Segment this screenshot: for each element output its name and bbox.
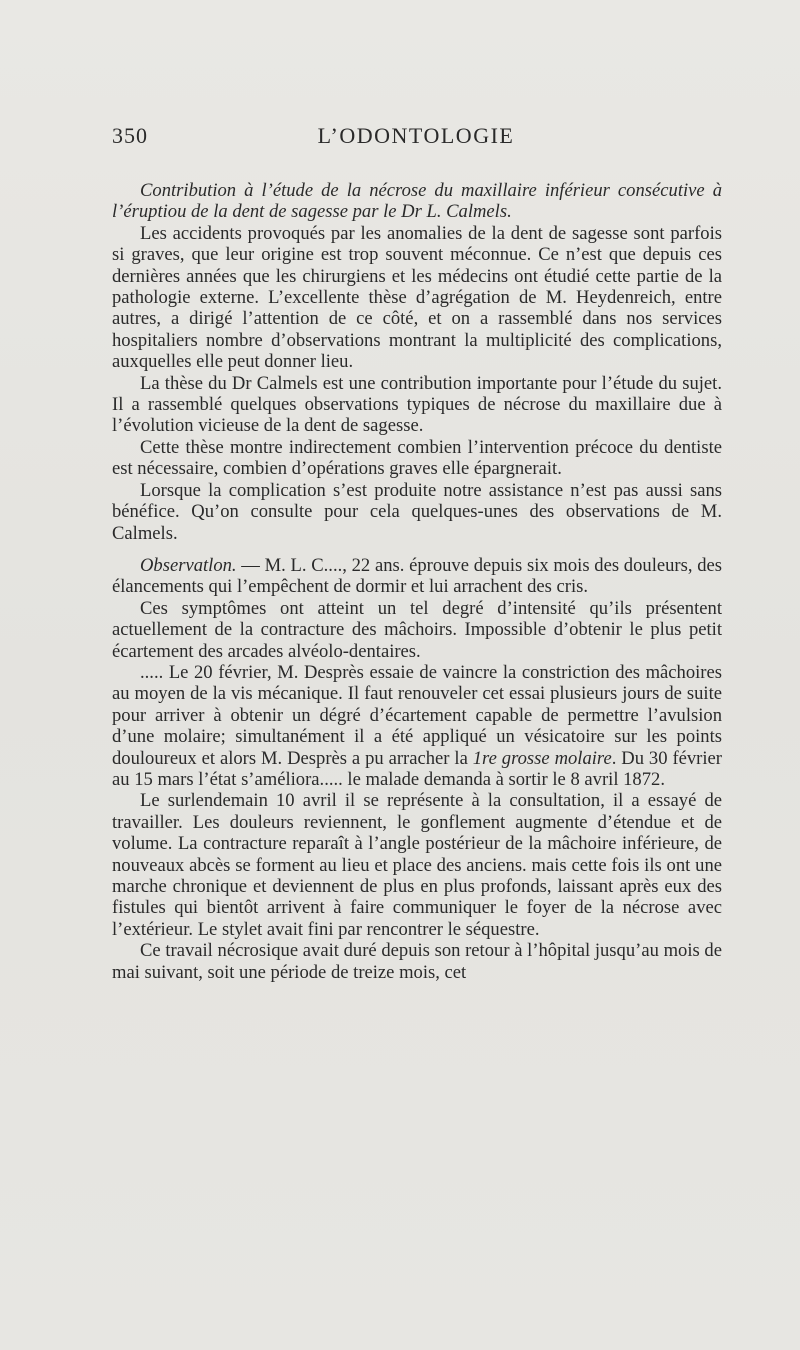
article-body	[112, 180, 722, 983]
article-title: Contribution à l’étude de la nécrose du maxillaire inférieur consécutive à l’éruptiou de la dent de sagesse par le Dr L. Calmels.	[112, 180, 722, 223]
emphasis: grosse molaire	[501, 747, 612, 769]
paragraph: Ces symptômes ont atteint un tel degré d’intensité qu’ils présentent actuellement de la contracture des mâchoirs. Impossible d’obtenir le plus petit écartement des arcades alvéolo-dentaires.	[112, 597, 722, 662]
paragraph: Ce travail nécrosique avait duré depuis son retour à l’hôpital jusqu’au mois de mai suivant, soit une période de treize mois, cet	[112, 940, 722, 983]
running-title: L’ODONTOLOGIE	[317, 123, 515, 148]
observation-label: Observatlon.	[140, 554, 237, 576]
observation-text: — M. L. C...., 22 ans. éprouve depuis six mois des douleurs, des élancements qui l’empêchent de dormir et lui arrachent des cris.	[112, 554, 722, 598]
paragraph	[112, 662, 722, 790]
paragraph: Cette thèse montre indirectement combien l’intervention précoce du dentiste est nécessaire, combien d’opérations graves elle épargnerait.	[112, 436, 722, 480]
paragraph-text: ..... Le 20 février, M. Desprès essaie de vaincre la constriction des mâchoires au moyen de la vis mécanique. Il faut renouveler cet essai plusieurs jours de suite pour arriver à obtenir un dégré d’écartement capable de permettre l’avulsion d’une molaire; simultanément il a été appliqué un vésicatoire sur les points douloureux et alors M. Desprès a pu arracher la	[112, 661, 722, 769]
paragraph: Les accidents provoqués par les anomalies de la dent de sagesse sont parfois si graves, que leur origine est trop souvent méconnue. Ce n’est que depuis ces dernières années que les chirurgiens et les médecins ont étudié cette partie de la pathologie externe. L’excellente thèse d’agrégation de M. Heydenreich, entre autres, a dirigé l’attention de ce côté, et on a rassemblé dans nos services hospitaliers nombre d’observations montrant la multiplicité des complications, auxquelles elle peut donner lieu.	[112, 222, 722, 373]
page-number: 350	[112, 123, 148, 148]
observation-paragraph	[112, 555, 722, 598]
paragraph: Lorsque la complication s’est produite notre assistance n’est pas aussi sans bénéfice. Qu’on consulte pour cela quelques-unes des observations de M. Calmels.	[112, 479, 722, 544]
paragraph: La thèse du Dr Calmels est une contribution importante pour l’étude du sujet. Il a rassemblé quelques observations typiques de nécrose du maxillaire due à l’évolution vicieuse de la dent de sagesse.	[112, 372, 722, 437]
paragraph-text: . Du 30 février au 15 mars l’état s’améliora..... le malade demanda à sortir le 8 avril 1872.	[112, 747, 722, 790]
ordinal: 1re	[472, 747, 497, 769]
page-header	[112, 123, 720, 153]
paragraph: Le surlendemain 10 avril il se représente à la consultation, il a essayé de travailler. Les douleurs reviennent, le gonflement augmente d’étendue et de volume. La contracture reparaît à l’angle postérieur de la mâchoire inférieure, de nouveaux abcès se forment au lieu et place des anciens. mais cette fois ils ont une marche chronique et deviennent de plus en plus profonds, laissant après eux des fistules qui bientôt arrivent à faire communiquer le foyer de la nécrose avec l’extérieur. Le stylet avait fini par rencontrer le séquestre.	[112, 790, 722, 940]
